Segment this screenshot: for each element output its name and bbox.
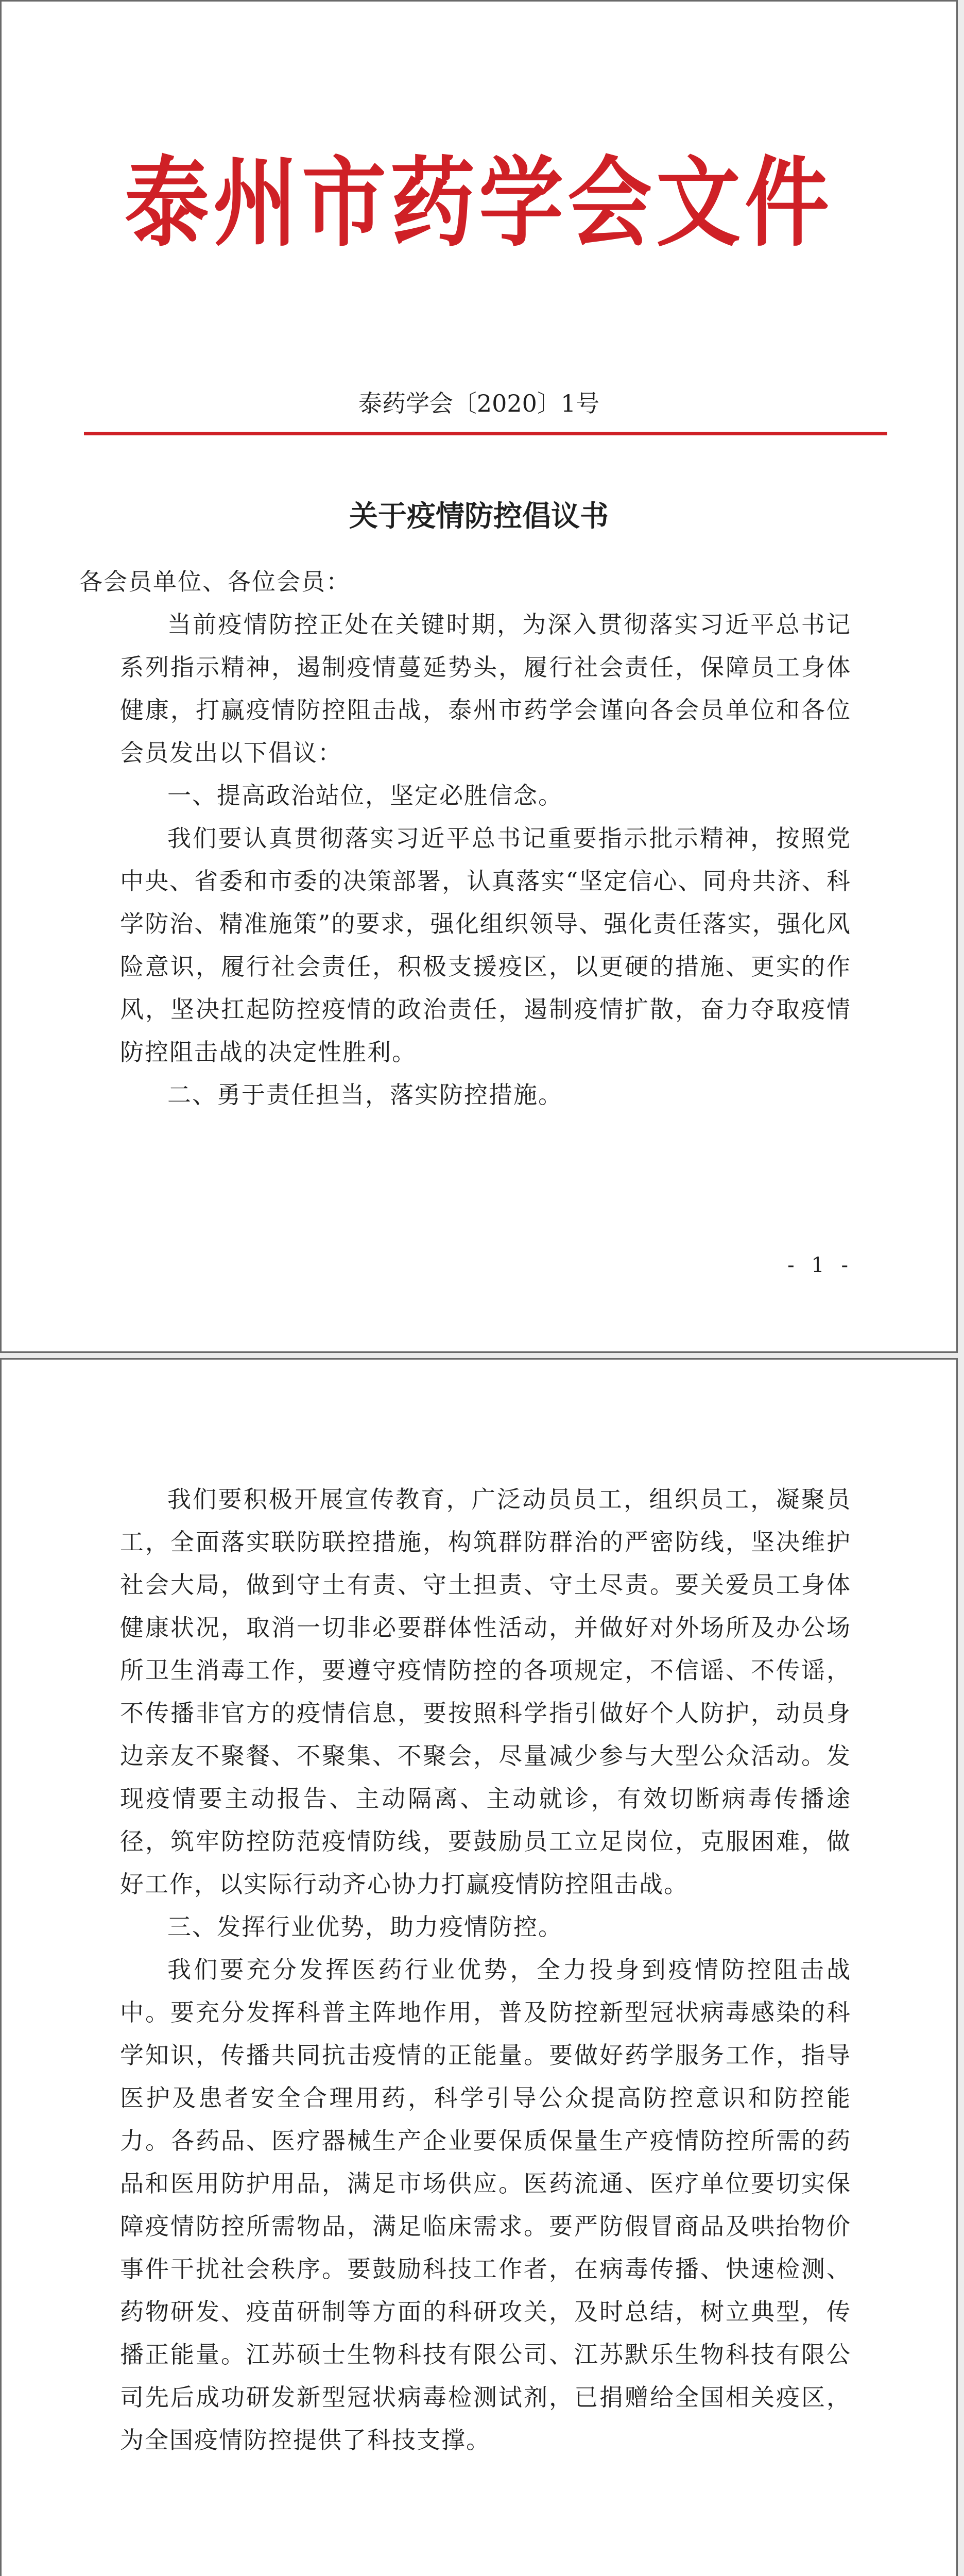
- paragraph: 我们要认真贯彻落实习近平总书记重要指示批示精神，按照党中央、省委和市委的决策部署，认真落实“坚定信心、同舟共济、科学防治、精准施策”的要求，强化组织领导、强化责任落实，强化风险意识，履行社会责任，积极支援疫区，以更硬的措施、更实的作风，坚决扛起防控疫情的政治责任，遏制疫情扩散，奋力夺取疫情防控阻击战的决定性胜利。: [120, 824, 851, 1066]
- section-heading: 二、勇于责任担当，落实防控措施。: [167, 1081, 563, 1109]
- document-number: 泰药学会〔2020〕1号: [358, 389, 600, 417]
- page-2: [0, 1358, 958, 2576]
- document-title: 关于疫情防控倡议书: [349, 499, 609, 533]
- section-heading: 一、提高政治站位，坚定必胜信念。: [167, 782, 563, 809]
- paragraph: 我们要积极开展宣传教育，广泛动员员工，组织员工，凝聚员工，全面落实联防联控措施，构筑群防群治的严密防线，坚决维护社会大局，做到守土有责、守土担责、守土尽责。要关爱员工身体健康状况，取消一切非必要群体性活动，并做好对外场所及办公场所卫生消毒工作，要遵守疫情防控的各项规定，不信谣、不传谣，不传播非官方的疫情信息，要按照科学指引做好个人防护，动员身边亲友不聚餐、不聚集、不聚会，尽量减少参与大型公众活动。发现疫情要主动报告、主动隔离、主动就诊，有效切断病毒传播途径，筑牢防控防范疫情防线，要鼓励员工立足岗位，克服困难，做好工作，以实际行动齐心协力打赢疫情防控阻击战。: [120, 1485, 851, 1898]
- page-number: - 1 -: [787, 1253, 853, 1277]
- red-divider: [84, 432, 887, 435]
- section-heading: 三、发挥行业优势，助力疫情防控。: [167, 1913, 563, 1941]
- salutation: 各会员单位、各位会员：: [79, 568, 351, 596]
- page-2-body: [120, 1478, 851, 2462]
- paragraph: 当前疫情防控正处在关键时期，为深入贯彻落实习近平总书记系列指示精神，遏制疫情蔓延势头，履行社会责任，保障员工身体健康，打赢疫情防控阻击战，泰州市药学会谨向各会员单位和各位会员发出以下倡议：: [120, 611, 851, 767]
- paragraph: 我们要充分发挥医药行业优势，全力投身到疫情防控阻击战中。要充分发挥科普主阵地作用，普及防控新型冠状病毒感染的科学知识，传播共同抗击疫情的正能量。要做好药学服务工作，指导医护及患者安全合理用药，科学引导公众提高防控意识和防控能力。各药品、医疗器械生产企业要保质保量生产疫情防控所需的药品和医用防护用品，满足市场供应。医药流通、医疗单位要切实保障疫情防控所需物品，满足临床需求。要严防假冒商品及哄抬物价事件干扰社会秩序。要鼓励科技工作者，在病毒传播、快速检测、药物研发、疫苗研制等方面的科研攻关，及时总结，树立典型，传播正能量。江苏硕士生物科技有限公司、江苏默乐生物科技有限公司先后成功研发新型冠状病毒检测试剂，已捐赠给全国相关疫区，为全国疫情防控提供了科技支撑。: [120, 1956, 851, 2454]
- document-header-title: 泰州市药学会文件: [124, 146, 833, 260]
- page-1-body: [79, 561, 851, 1116]
